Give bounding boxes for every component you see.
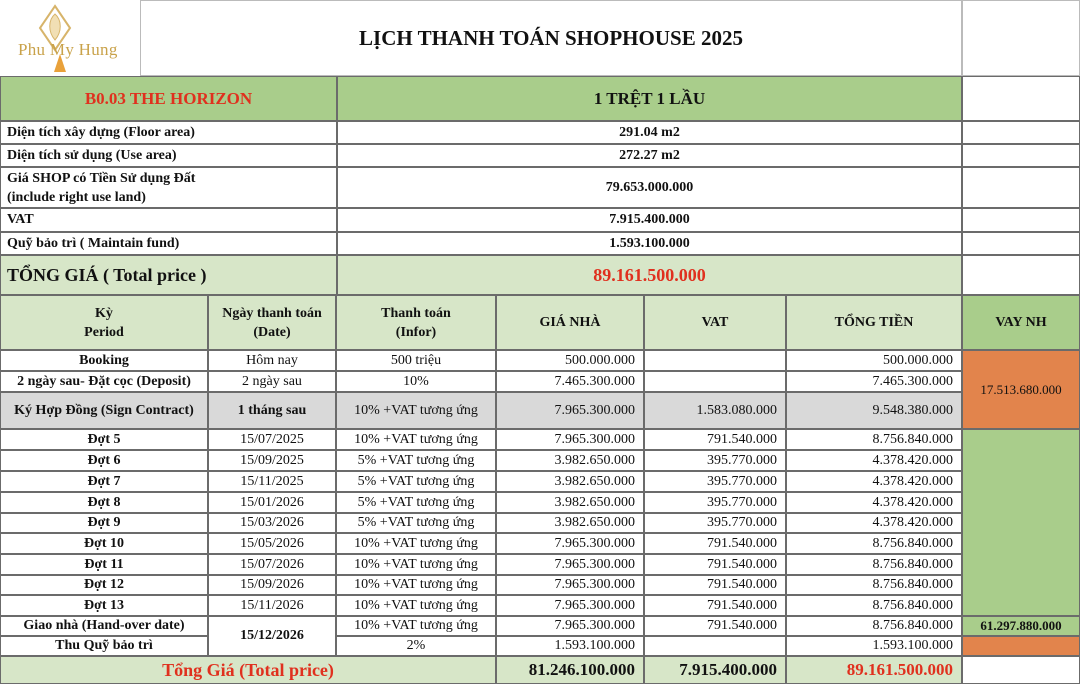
row-infor: 10% +VAT tương ứng <box>336 533 496 554</box>
row-vat: 395.770.000 <box>644 450 786 471</box>
row-infor: 10% +VAT tương ứng <box>336 392 496 429</box>
empty-cell <box>962 208 1080 232</box>
loan-first: 17.513.680.000 <box>962 350 1080 429</box>
phu-my-hung-logo-icon <box>0 0 140 74</box>
row-vat: 791.540.000 <box>644 554 786 575</box>
footer-total-label: Tổng Giá (Total price) <box>0 656 496 684</box>
footer-total-house: 81.246.100.000 <box>496 656 644 684</box>
empty-cell <box>962 255 1080 295</box>
row-infor: 5% +VAT tương ứng <box>336 492 496 513</box>
info-label-line1: Giá SHOP có Tiền Sử dụng Đất <box>7 170 196 186</box>
row-date: 15/05/2026 <box>208 533 336 554</box>
row-date: 15/07/2026 <box>208 554 336 575</box>
header-sum: TỔNG TIỀN <box>786 295 962 350</box>
row-vat: 791.540.000 <box>644 575 786 595</box>
header-period-line1: Kỳ <box>95 305 113 321</box>
row-sum: 4.378.420.000 <box>786 471 962 492</box>
header-vat: VAT <box>644 295 786 350</box>
row-sum: 8.756.840.000 <box>786 575 962 595</box>
logo <box>0 0 140 74</box>
row-period: Đợt 7 <box>0 471 208 492</box>
row-house: 7.965.300.000 <box>496 554 644 575</box>
row-house: 3.982.650.000 <box>496 471 644 492</box>
header-period-line2: Period <box>84 324 124 340</box>
row-sum: 8.756.840.000 <box>786 595 962 616</box>
footer-total-vat: 7.915.400.000 <box>644 656 786 684</box>
row-date: 15/09/2026 <box>208 575 336 595</box>
empty-cell <box>962 232 1080 255</box>
row-date: 15/11/2026 <box>208 595 336 616</box>
info-label: Quỹ bảo trì ( Maintain fund) <box>0 232 337 255</box>
row-period: Đợt 8 <box>0 492 208 513</box>
empty-cell <box>962 144 1080 167</box>
info-value: 291.04 m2 <box>337 121 962 144</box>
row-sum: 8.756.840.000 <box>786 533 962 554</box>
empty-cell <box>962 76 1080 121</box>
row-house: 3.982.650.000 <box>496 513 644 533</box>
row-house: 7.465.300.000 <box>496 371 644 392</box>
row-period: Đợt 11 <box>0 554 208 575</box>
row-infor: 10% <box>336 371 496 392</box>
row-period: Thu Quỹ bảo trì <box>0 636 208 656</box>
unit-type: 1 TRỆT 1 LẦU <box>337 76 962 121</box>
row-infor: 10% +VAT tương ứng <box>336 429 496 450</box>
row-house: 7.965.300.000 <box>496 595 644 616</box>
row-sum: 4.378.420.000 <box>786 492 962 513</box>
row-infor: 500 triệu <box>336 350 496 371</box>
row-vat: 1.583.080.000 <box>644 392 786 429</box>
info-label: VAT <box>0 208 337 232</box>
header-date-line2: (Date) <box>253 324 291 340</box>
row-period: Đợt 9 <box>0 513 208 533</box>
row-house: 7.965.300.000 <box>496 616 644 636</box>
loan-empty-block <box>962 429 1080 616</box>
row-vat <box>644 350 786 371</box>
row-vat <box>644 371 786 392</box>
row-sum: 8.756.840.000 <box>786 429 962 450</box>
row-period: Đợt 13 <box>0 595 208 616</box>
empty-cell <box>962 656 1080 684</box>
row-sum: 7.465.300.000 <box>786 371 962 392</box>
header-infor-line2: (Infor) <box>395 324 437 340</box>
row-period: Giao nhà (Hand-over date) <box>0 616 208 636</box>
row-period: Đợt 12 <box>0 575 208 595</box>
row-date: 15/01/2026 <box>208 492 336 513</box>
row-infor: 10% +VAT tương ứng <box>336 595 496 616</box>
header-infor <box>336 295 496 350</box>
loan-empty-cell <box>962 636 1080 656</box>
info-value: 1.593.100.000 <box>337 232 962 255</box>
logo-text: Phu My Hung <box>18 40 118 59</box>
row-vat: 395.770.000 <box>644 492 786 513</box>
row-period: 2 ngày sau- Đặt cọc (Deposit) <box>0 371 208 392</box>
info-label: Diện tích sử dụng (Use area) <box>0 144 337 167</box>
info-value: 79.653.000.000 <box>337 167 962 208</box>
header-loan: VAY NH <box>962 295 1080 350</box>
row-sum: 4.378.420.000 <box>786 513 962 533</box>
row-infor: 5% +VAT tương ứng <box>336 471 496 492</box>
row-date: 15/11/2025 <box>208 471 336 492</box>
row-vat: 791.540.000 <box>644 616 786 636</box>
empty-cell <box>962 0 1080 76</box>
row-vat: 791.540.000 <box>644 595 786 616</box>
row-date: 2 ngày sau <box>208 371 336 392</box>
row-infor: 10% +VAT tương ứng <box>336 616 496 636</box>
info-label-land <box>0 167 337 208</box>
header-house-price: GIÁ NHÀ <box>496 295 644 350</box>
row-period: Đợt 10 <box>0 533 208 554</box>
row-sum: 500.000.000 <box>786 350 962 371</box>
row-date-handover: 15/12/2026 <box>208 616 336 656</box>
row-sum: 8.756.840.000 <box>786 616 962 636</box>
row-vat <box>644 636 786 656</box>
row-period: Đợt 6 <box>0 450 208 471</box>
row-house: 3.982.650.000 <box>496 492 644 513</box>
row-infor: 5% +VAT tương ứng <box>336 450 496 471</box>
row-period: Booking <box>0 350 208 371</box>
footer-total-sum: 89.161.500.000 <box>786 656 962 684</box>
info-value: 7.915.400.000 <box>337 208 962 232</box>
row-infor: 5% +VAT tương ứng <box>336 513 496 533</box>
row-house: 500.000.000 <box>496 350 644 371</box>
row-date: 15/03/2026 <box>208 513 336 533</box>
row-infor: 2% <box>336 636 496 656</box>
row-house: 3.982.650.000 <box>496 450 644 471</box>
unit-code: B0.03 THE HORIZON <box>0 76 337 121</box>
empty-cell <box>962 121 1080 144</box>
row-date: 1 tháng sau <box>208 392 336 429</box>
total-label: TỔNG GIÁ ( Total price ) <box>0 255 337 295</box>
row-house: 7.965.300.000 <box>496 575 644 595</box>
header-infor-line1: Thanh toán <box>381 305 451 321</box>
header-period <box>0 295 208 350</box>
loan-second: 61.297.880.000 <box>962 616 1080 636</box>
row-house: 7.965.300.000 <box>496 533 644 554</box>
info-label-line2: (include right use land) <box>7 189 146 205</box>
row-sum: 4.378.420.000 <box>786 450 962 471</box>
row-vat: 395.770.000 <box>644 513 786 533</box>
empty-cell <box>962 167 1080 208</box>
row-vat: 395.770.000 <box>644 471 786 492</box>
row-sum: 9.548.380.000 <box>786 392 962 429</box>
row-vat: 791.540.000 <box>644 533 786 554</box>
header-date-line1: Ngày thanh toán <box>222 305 322 321</box>
row-sum: 8.756.840.000 <box>786 554 962 575</box>
row-period: Đợt 5 <box>0 429 208 450</box>
row-infor: 10% +VAT tương ứng <box>336 554 496 575</box>
row-house: 7.965.300.000 <box>496 429 644 450</box>
total-value: 89.161.500.000 <box>337 255 962 295</box>
page-title: LỊCH THANH TOÁN SHOPHOUSE 2025 <box>140 0 962 76</box>
info-label: Diện tích xây dựng (Floor area) <box>0 121 337 144</box>
row-infor: 10% +VAT tương ứng <box>336 575 496 595</box>
row-vat: 791.540.000 <box>644 429 786 450</box>
row-period: Ký Hợp Đồng (Sign Contract) <box>0 392 208 429</box>
row-date: 15/07/2025 <box>208 429 336 450</box>
row-date: 15/09/2025 <box>208 450 336 471</box>
row-house: 7.965.300.000 <box>496 392 644 429</box>
info-value: 272.27 m2 <box>337 144 962 167</box>
row-sum: 1.593.100.000 <box>786 636 962 656</box>
row-date: Hôm nay <box>208 350 336 371</box>
header-date <box>208 295 336 350</box>
row-house: 1.593.100.000 <box>496 636 644 656</box>
